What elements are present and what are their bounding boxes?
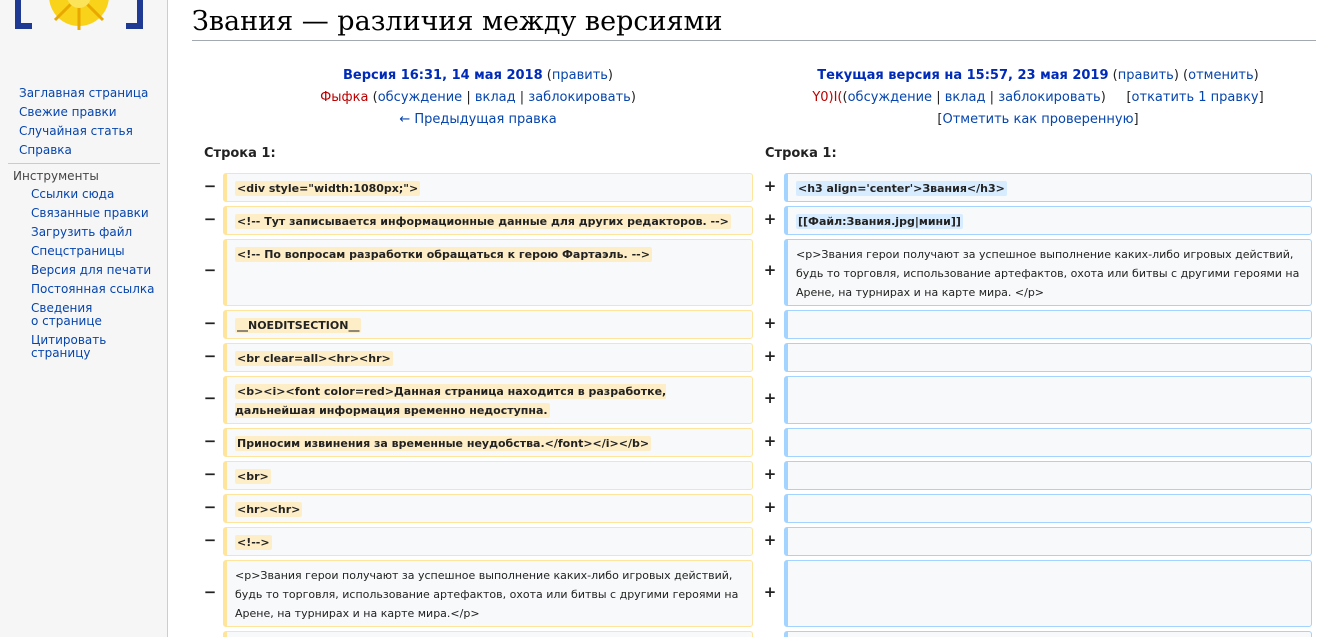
deleted-text: <p>Звания герои получают за успешное выполнение каких-либо игровых действий, будь то торговля, использование артефактов, охота или битвы с другими героями на Арене, на турнирах и на карте мира.</p> — [235, 569, 739, 620]
content-area — [167, 0, 1328, 637]
deleted-text: <!-- Тут записывается информационные данные для других редакторов. --> — [237, 215, 729, 228]
new-edit-link[interactable]: править — [1117, 68, 1174, 83]
rollback-link[interactable]: откатить 1 правку — [1131, 90, 1259, 105]
old-revision-header: Версия 16:31, 14 мая 2018 (править) Фыфка (обсуждение | вклад | заблокировать) ← Предыдущая правка — [320, 68, 636, 127]
sidebar-item-help[interactable]: Справка — [19, 143, 72, 157]
added-empty-line — [784, 527, 1312, 556]
minus-marker: − — [203, 432, 217, 450]
deleted-line-6 — [223, 376, 753, 424]
deleted-line-1 — [223, 173, 753, 202]
deleted-text: <div style="width:1080px;"> — [237, 182, 419, 195]
deleted-text: <hr><hr> — [237, 503, 301, 516]
new-talk-link[interactable]: обсуждение — [847, 90, 933, 105]
tool-upload-file[interactable]: Загрузить файл — [31, 225, 133, 239]
added-empty-line — [784, 428, 1312, 457]
undo-link[interactable]: отменить — [1188, 68, 1254, 83]
new-contrib-link[interactable]: вклад — [944, 90, 986, 105]
sidebar-divider — [8, 163, 160, 164]
new-block-link[interactable]: заблокировать — [998, 90, 1101, 105]
plus-marker: + — [763, 347, 777, 365]
old-talk-link[interactable]: обсуждение — [377, 90, 463, 105]
added-empty-line — [784, 461, 1312, 490]
sidebar-item-recent-changes[interactable]: Свежие правки — [19, 105, 117, 119]
old-edit-link[interactable]: править — [551, 68, 608, 83]
old-block-link[interactable]: заблокировать — [528, 90, 631, 105]
added-empty-line — [784, 310, 1312, 339]
added-text: <p>Звания герои получают за успешное выполнение каких-либо игровых действий, будь то торговля, использование артефактов, охота или битвы с другими героями на Арене, на турнирах и на карте мира. </p> — [796, 248, 1300, 299]
mark-patrolled-link[interactable]: Отметить как проверенную — [942, 112, 1134, 127]
sidebar-tools — [31, 188, 161, 366]
plus-marker: + — [763, 465, 777, 483]
added-line-partial — [784, 631, 1312, 637]
deleted-line-2 — [223, 206, 753, 235]
plus-marker: + — [763, 389, 777, 407]
plus-marker: + — [763, 210, 777, 228]
tools-heading: Инструменты — [13, 169, 99, 183]
plus-marker: + — [763, 531, 777, 549]
deleted-line-9 — [223, 494, 753, 523]
new-revision-header: Текущая версия на 15:57, 23 мая 2019 (править) (отменить) Y0)I((обсуждение | вклад | заблокировать) [откатить 1 правку] [Отметить как проверенную] — [812, 68, 1264, 127]
minus-marker: − — [203, 210, 217, 228]
minus-marker: − — [203, 314, 217, 332]
minus-marker: − — [203, 347, 217, 365]
tool-related-changes[interactable]: Связанные правки — [31, 206, 149, 220]
old-line-number: Строка 1: — [204, 146, 276, 161]
minus-marker: − — [203, 389, 217, 407]
deleted-line-10 — [223, 527, 753, 556]
tool-special-pages[interactable]: Спецстраницы — [31, 244, 125, 258]
deleted-line-partial — [223, 631, 753, 637]
plus-marker: + — [763, 261, 777, 279]
site-logo[interactable] — [14, 0, 144, 32]
old-user-link[interactable]: Фыфка — [320, 90, 369, 105]
minus-marker: − — [203, 498, 217, 516]
added-empty-line — [784, 376, 1312, 424]
added-line-2 — [784, 206, 1312, 235]
added-empty-line — [784, 343, 1312, 372]
plus-marker: + — [763, 432, 777, 450]
sidebar-item-random-article[interactable]: Случайная статья — [19, 124, 133, 138]
old-revision-title[interactable]: Версия 16:31, 14 мая 2018 — [343, 68, 543, 83]
deleted-text: <br clear=all><hr><hr> — [237, 352, 391, 365]
deleted-text: <b><i><font color=red>Данная страница находится в разработке, дальнейшая информация временно недоступна. — [235, 385, 667, 417]
tool-what-links-here[interactable]: Ссылки сюда — [31, 187, 115, 201]
plus-marker: + — [763, 314, 777, 332]
deleted-text: Приносим извинения за временные неудобства.</font></i></b> — [237, 437, 650, 450]
tool-printable-version[interactable]: Версия для печати — [31, 263, 152, 277]
added-empty-line — [784, 560, 1312, 627]
deleted-text: __NOEDITSECTION__ — [237, 319, 360, 332]
added-empty-line — [784, 494, 1312, 523]
added-text: [[Файл:Звания.jpg|мини]] — [798, 215, 961, 228]
deleted-line-7 — [223, 428, 753, 457]
plus-marker: + — [763, 498, 777, 516]
added-text: <h3 align='center'>Звания</h3> — [798, 182, 1005, 195]
new-user-link[interactable]: Y0)I( — [812, 90, 843, 105]
old-contrib-link[interactable]: вклад — [474, 90, 516, 105]
deleted-text: <!-- По вопросам разработки обращаться к герою Фартаэль. --> — [237, 248, 650, 261]
new-line-number: Строка 1: — [765, 146, 837, 161]
new-revision-title[interactable]: Текущая версия на 15:57, 23 мая 2019 — [817, 68, 1109, 83]
added-line-1 — [784, 173, 1312, 202]
plus-marker: + — [763, 583, 777, 601]
minus-marker: − — [203, 583, 217, 601]
sidebar-item-main-page[interactable]: Заглавная страница — [19, 86, 149, 100]
minus-marker: − — [203, 531, 217, 549]
previous-edit-link[interactable]: ← Предыдущая правка — [399, 112, 557, 127]
deleted-line-4 — [223, 310, 753, 339]
added-line-3 — [784, 239, 1312, 306]
deleted-text: <!--> — [237, 536, 270, 549]
deleted-text: <br> — [237, 470, 269, 483]
tool-page-info[interactable]: Сведения о странице — [31, 301, 102, 328]
minus-marker: − — [203, 261, 217, 279]
sidebar — [0, 0, 168, 637]
tool-cite-page[interactable]: Цитировать страницу — [31, 333, 107, 360]
deleted-line-8 — [223, 461, 753, 490]
deleted-line-11 — [223, 560, 753, 627]
deleted-line-3 — [223, 239, 753, 306]
minus-marker: − — [203, 465, 217, 483]
plus-marker: + — [763, 177, 777, 195]
tool-permanent-link[interactable]: Постоянная ссылка — [31, 282, 155, 296]
minus-marker: − — [203, 177, 217, 195]
deleted-line-5 — [223, 343, 753, 372]
sidebar-nav — [19, 84, 159, 160]
page-title: Звания — различия между версиями — [192, 4, 1316, 41]
